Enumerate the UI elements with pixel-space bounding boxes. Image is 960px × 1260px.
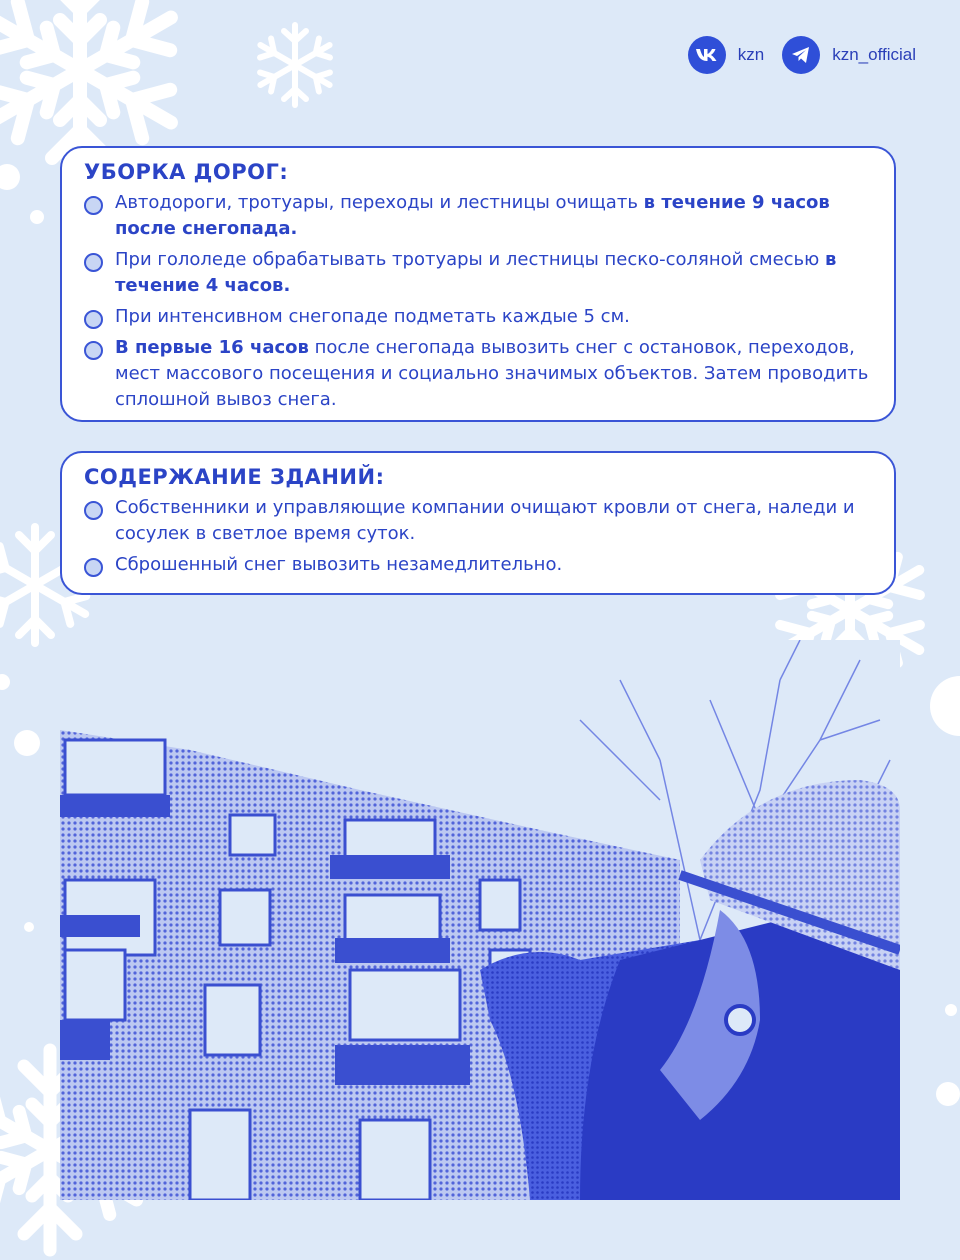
vk-handle: kzn [737, 45, 765, 64]
section-title: СОДЕРЖАНИЕ ЗДАНИЙ: [84, 465, 385, 489]
bullet-icon [84, 310, 103, 329]
list-item-text: Собственники и управляющие компании очищают кровли от снега, наледи и сосулек в светлое время суток. [115, 497, 855, 544]
list-item-text: В первые 16 часов после снегопада вывозить снег с остановок, переходов, мест массового посещения и социально значимых объектов. Затем проводить сплошной вывоз снега. [115, 337, 869, 410]
list-item-text: Сброшенный снег вывозить незамедлительно. [115, 554, 563, 575]
telegram-handle: kzn_official [832, 45, 916, 64]
list-item [84, 247, 872, 299]
road-cleaning-card [60, 146, 896, 422]
section-title: УБОРКА ДОРОГ: [84, 160, 289, 184]
bullet-icon [84, 558, 103, 577]
list-item [84, 552, 872, 578]
list-item-text: При гололеде обрабатывать тротуары и лестницы песко-соляной смесью в течение 4 часов. [115, 249, 837, 296]
list-item [84, 335, 872, 413]
vk-icon [688, 36, 726, 74]
snowflake-icon [250, 20, 340, 110]
bullet-icon [84, 253, 103, 272]
social-telegram[interactable] [782, 36, 916, 74]
snow-dot [14, 730, 40, 756]
building-maintenance-card [60, 451, 896, 595]
social-links [688, 36, 916, 74]
bullet-icon [84, 501, 103, 520]
social-vk[interactable] [688, 36, 764, 74]
bullet-icon [84, 341, 103, 360]
telegram-icon [782, 36, 820, 74]
snow-dot [945, 1004, 957, 1016]
list-item [84, 190, 872, 242]
snow-dot [30, 210, 44, 224]
building-photo [60, 640, 900, 1200]
snow-dot [24, 922, 34, 932]
snow-dot [0, 674, 10, 690]
list-item [84, 304, 872, 330]
list-item-text: Автодороги, тротуары, переходы и лестницы очищать в течение 9 часов после снегопада. [115, 192, 830, 239]
bullet-icon [84, 196, 103, 215]
snow-dot [936, 1082, 960, 1106]
list-item-text: При интенсивном снегопаде подметать каждые 5 см. [115, 306, 630, 327]
list-item [84, 495, 872, 547]
